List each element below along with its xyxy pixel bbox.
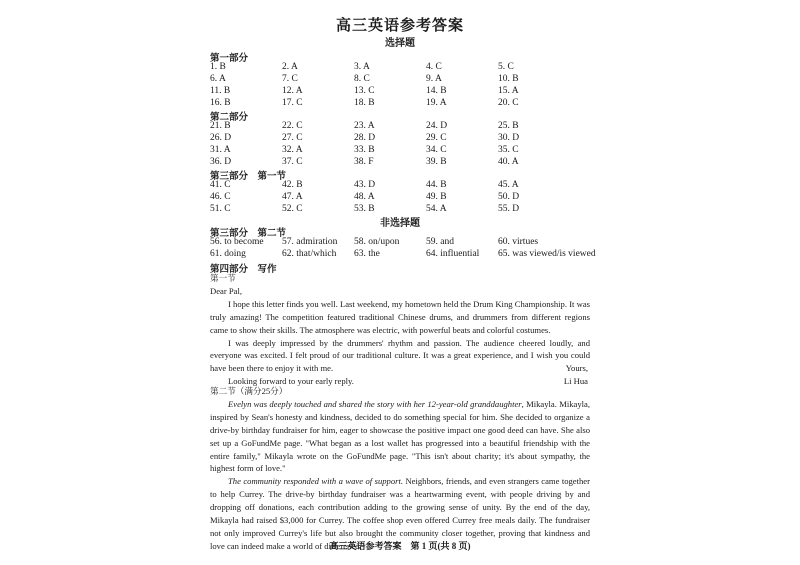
answer-cell: 57. admiration [282,237,338,247]
answer-cell: 35. C [498,145,519,155]
answer-cell: 42. B [282,180,303,190]
letter-paragraph: I was deeply impressed by the drummers' rhythm and passion. The audience cheered loudly, and everyone was excited. I felt proud of our traditional culture. It was a great experience, and I wish you could have been there to enjoy it with me. [210,337,590,374]
answer-cell: 59. and [426,237,454,247]
answer-row [210,145,590,156]
answer-cell: 38. F [354,157,374,167]
answer-row [210,192,590,203]
nonchoice-section-heading: 非选择题 [380,218,420,229]
part3-heading: 第三部分 第一节 [210,172,287,182]
story-text: Neighbors, friends, and even strangers came together to help Currey. The drive-by birthday fundraiser was a heartwarming event, with people driving by and dropping off donations, each contribution adding to the growing sense of unity. By the end of the day, Mikayla had raised $3,000 for Currey. The coffee shop even offered Currey free meals daily. The fundraiser not only improved Currey's life but also brought the community closer together, proving that kindness and love can indeed make a world of difference. [210,476,590,551]
answer-cell: 48. A [354,192,375,202]
answer-cell: 27. C [282,133,303,143]
answer-row [210,62,590,73]
answer-cell: 10. B [498,74,519,84]
answer-cell: 43. D [354,180,376,190]
answer-cell: 14. B [426,86,447,96]
answer-cell: 36. D [210,157,232,167]
answer-cell: 56. to become [210,237,264,247]
part4-heading: 第四部分 写作 [210,265,277,275]
answer-cell: 23. A [354,121,375,131]
answer-row [210,86,590,97]
answer-cell: 44. B [426,180,447,190]
answer-row [210,74,590,85]
answer-row [210,98,590,109]
answer-cell: 26. D [210,133,232,143]
story-text: , Mikayla. Mikayla, inspired by Sean's honesty and kindness, decided to do something special for him. She decided to organize a drive-by birthday fundraiser for him, eager to showcase the positive impact one good deed can have. She also set up a GoFundMe page. "What began as a lost wallet has progressed into a beautiful friendship with the entire family," Mikayla wrote on the GoFundMe page. "This isn't about charity; it's about sympathy, the highest form of love." [210,398,590,474]
writing1-label: 第一节 [210,273,236,283]
answer-row [210,180,590,191]
answer-cell: 40. A [498,157,519,167]
answer-cell: 60. virtues [498,237,539,247]
writing2-label: 第二节（满分25分） [210,386,288,396]
choice-section-heading: 选择题 [385,38,415,49]
answer-cell: 50. D [498,192,520,202]
part2-heading: 第二部分 [210,113,249,123]
answer-cell: 15. A [498,86,519,96]
answer-cell: 65. was viewed/is viewed [498,249,596,259]
page-footer: 高三英语参考答案 第 1 页(共 8 页) [329,541,471,551]
answer-cell: 64. influential [426,249,480,259]
letter-closing: Yours, [565,363,588,373]
letter-paragraph: I hope this letter finds you well. Last weekend, my hometown held the Drum King Championship. It was truly amazing! The competition featured traditional Chinese drums, and drummers from different regions came to show their skills. The atmosphere was electric, with powerful beats and colorful costumes. [210,298,590,335]
answer-cell: 34. C [426,145,447,155]
writing-section-1 [210,272,590,388]
story-italic-opening: The community responded with a wave of support. [228,476,404,487]
letter-signature: Li Hua [563,376,588,386]
answer-cell: 5. C [498,62,514,72]
answer-cell: 21. B [210,121,231,131]
answer-cell: 6. A [210,74,226,84]
answer-cell: 1. B [210,62,226,72]
answer-cell: 54. A [426,204,447,214]
answer-row [210,121,590,132]
answer-cell: 58. on/upon [354,237,400,247]
answer-cell: 25. B [498,121,519,131]
answer-row [210,133,590,144]
answer-cell: 2. A [282,62,298,72]
answer-row [210,157,590,168]
answer-cell: 28. D [354,133,376,143]
answer-cell: 9. A [426,74,442,84]
answer-cell: 61. doing [210,249,246,259]
answer-cell: 8. C [354,74,370,84]
answer-cell: 29. C [426,133,447,143]
answer-cell: 45. A [498,180,519,190]
part3b-heading: 第三部分 第二节 [210,229,287,239]
answer-cell: 11. B [210,86,231,96]
answer-cell: 37. C [282,157,303,167]
answer-cell: 13. C [354,86,375,96]
answer-cell: 24. D [426,121,448,131]
answer-cell: 51. C [210,204,231,214]
answer-cell: 4. C [426,62,442,72]
story-paragraph [210,398,590,475]
story-italic-opening: Evelyn was deeply touched and shared the story with her 12-year-old granddaughter [228,398,522,409]
answer-row [210,237,590,248]
page-title: 高三英语参考答案 [335,18,464,34]
answer-cell: 12. A [282,86,303,96]
answer-cell: 17. C [282,98,303,108]
answer-cell: 33. B [354,145,375,155]
answer-cell: 47. A [282,192,303,202]
answer-cell: 7. C [282,74,298,84]
answer-cell: 52. C [282,204,303,214]
answer-cell: 3. A [354,62,370,72]
answer-cell: 16. B [210,98,231,108]
answer-cell: 49. B [426,192,447,202]
answer-cell: 63. the [354,249,380,259]
letter-greeting: Dear Pal, [210,285,242,296]
answer-cell: 22. C [282,121,303,131]
answer-cell: 31. A [210,145,231,155]
answer-row [210,249,596,260]
answer-cell: 18. B [354,98,375,108]
answer-cell: 53. B [354,204,375,214]
letter-paragraph: Looking forward to your early reply. [228,376,354,387]
answer-cell: 39. B [426,157,447,167]
answer-cell: 41. C [210,180,231,190]
answer-cell: 32. A [282,145,303,155]
answer-cell: 30. D [498,133,520,143]
answer-cell: 19. A [426,98,447,108]
answer-cell: 20. C [498,98,519,108]
answer-cell: 55. D [498,204,520,214]
writing-section-2 [210,385,590,553]
part1-heading: 第一部分 [210,54,249,64]
answer-cell: 62. that/which [282,249,337,259]
answer-cell: 46. C [210,192,231,202]
